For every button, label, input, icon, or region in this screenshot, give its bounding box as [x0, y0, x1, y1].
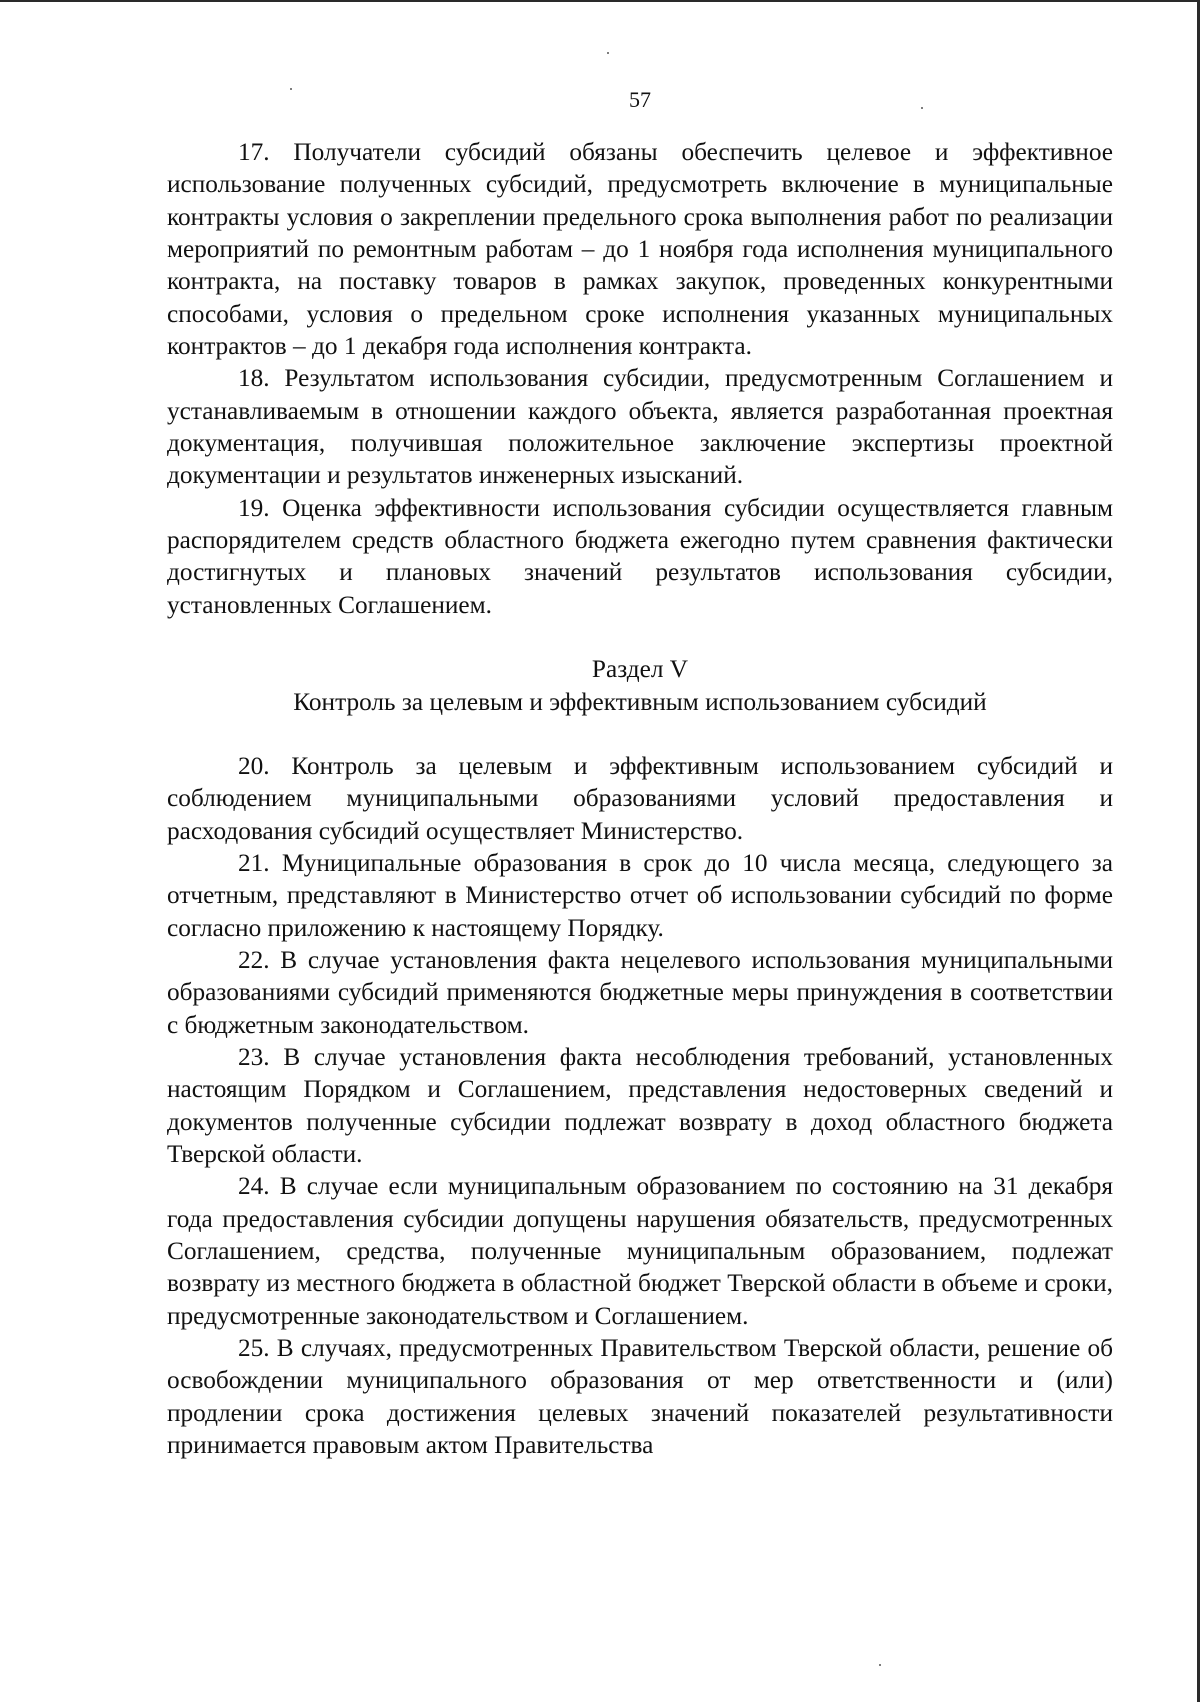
scan-border-top — [0, 0, 1200, 2]
page-number: 57 — [629, 87, 651, 112]
scan-speck — [607, 52, 609, 54]
paragraph-23: 23. В случае установления факта несоблюдения требований, установленных настоящим Порядком и Соглашением, представления недостоверных сведений и документов полученные субсидии подлежат возврату в доход областного бюджета Тверской области. — [167, 1042, 1113, 1168]
paragraph-21: 21. Муниципальные образования в срок до 10 числа месяца, следующего за отчетным, представляют в Министерство отчет об использовании субсидий по форме согласно приложению к настоящему Порядку. — [167, 848, 1113, 942]
paragraph-25: 25. В случаях, предусмотренных Правительством Тверской области, решение об освобождении муниципального образования от мер ответственности и (или) продлении срока достижения целевых значений показателей результативности принимается правовым актом Правительства — [167, 1334, 1113, 1460]
paragraph-22: 22. В случае установления факта нецелевого использования муниципальными образованиями субсидий применяются бюджетные меры принуждения в соответствии с бюджетным законодательством. — [167, 945, 1113, 1039]
paragraph-24: 24. В случае если муниципальным образованием по состоянию на 31 декабря года предоставления субсидии допущены нарушения обязательств, предусмотренных Соглашением, средства, полученные муниципальным образованием, подлежат возврату из местного бюджета в областной бюджет Тверской области в объеме и сроки, предусмотренные законодательством и Соглашением. — [167, 1172, 1113, 1330]
section-subtitle: Контроль за целевым и эффективным использованием субсидий — [293, 687, 987, 716]
scan-speck — [921, 107, 923, 109]
paragraph-20: 20. Контроль за целевым и эффективным использованием субсидий и соблюдением муниципальными образованиями условий предоставления и расходования субсидий осуществляет Министерство. — [167, 751, 1113, 845]
scan-speck — [290, 88, 292, 90]
paragraph-19: 19. Оценка эффективности использования субсидии осуществляется главным распорядителем средств областного бюджета ежегодно путем сравнения фактически достигнутых и плановых значений результатов использования субсидии, установленных Соглашением. — [167, 493, 1113, 619]
paragraph-18: 18. Результатом использования субсидии, предусмотренным Соглашением и устанавливаемым в отношении каждого объекта, является разработанная проектная документация, получившая положительное заключение экспертизы проектной документации и результатов инженерных изысканий. — [167, 364, 1113, 490]
section-title: Раздел V — [591, 655, 689, 684]
document-body — [167, 136, 1113, 1461]
paragraph-17: 17. Получатели субсидий обязаны обеспечить целевое и эффективное использование полученных субсидий, предусмотреть включение в муниципальные контракты условия о закреплении предельного срока выполнения работ по реализации мероприятий по ремонтным работам – до 1 ноября года исполнения муниципального контракта, на поставку товаров в рамках закупок, проведенных конкурентными способами, условия о предельном сроке исполнения указанных муниципальных контрактов – до 1 декабря года исполнения контракта. — [167, 138, 1113, 361]
scan-speck — [879, 1664, 881, 1666]
